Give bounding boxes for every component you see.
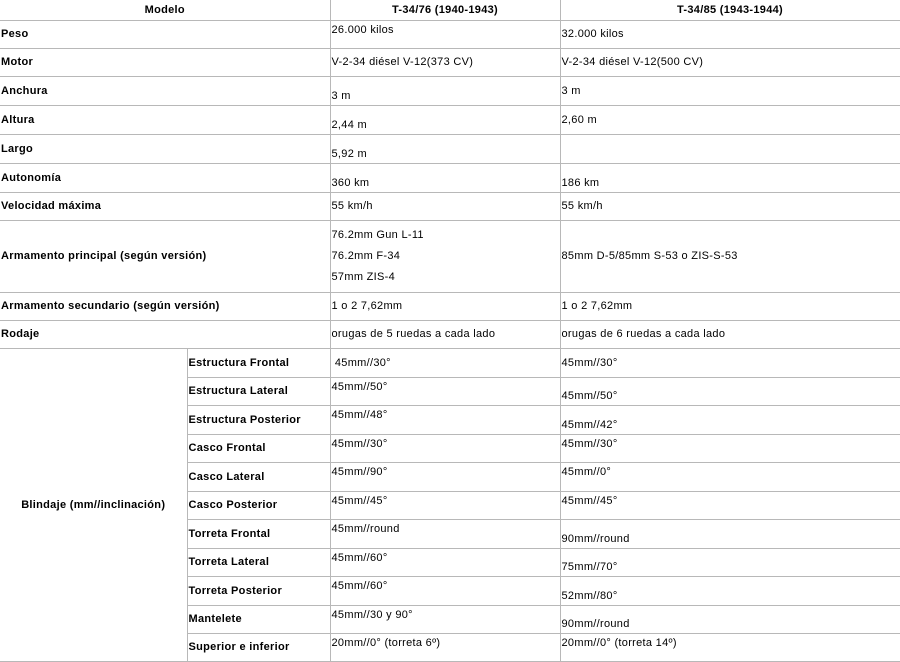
header-row [0, 0, 900, 20]
t76-rodaje: orugas de 5 ruedas a cada lado [330, 320, 560, 348]
armor-t85: 90mm//round [560, 519, 900, 548]
armor-t76: 45mm//60° [330, 548, 560, 576]
armor-t85: 45mm//50° [560, 377, 900, 405]
header-t34-85: T-34/85 (1943-1944) [560, 0, 900, 20]
t76-arma-3: 57mm ZIS-4 [331, 270, 396, 283]
armor-row [0, 348, 900, 377]
armor-t76: 45mm//50° [330, 377, 560, 405]
label-largo: Largo [0, 134, 330, 163]
armor-t76: 45mm//90° [330, 462, 560, 491]
t76-armamento-secundario: 1 o 2 7,62mm [330, 292, 560, 320]
armor-part: Mantelete [187, 605, 330, 633]
armor-t76: 45mm//48° [330, 405, 560, 434]
label-armamento-secundario: Armamento secundario (según versión) [0, 292, 330, 320]
label-autonomia: Autonomía [0, 163, 330, 192]
t85-armamento-secundario: 1 o 2 7,62mm [560, 292, 900, 320]
armor-t76: 45mm//60° [330, 576, 560, 605]
row-armamento-principal [0, 220, 900, 292]
armor-part: Casco Lateral [187, 462, 330, 491]
label-altura: Altura [0, 105, 330, 134]
t76-altura: 2,44 m [330, 105, 560, 134]
armor-t85: 45mm//30° [560, 348, 900, 377]
label-blindaje: Blindaje (mm//inclinación) [0, 348, 187, 661]
header-t34-76: T-34/76 (1940-1943) [330, 0, 560, 20]
armor-t85: 45mm//0° [560, 462, 900, 491]
armor-t76: 45mm//round [330, 519, 560, 548]
t76-motor: V-2-34 diésel V-12(373 CV) [330, 48, 560, 76]
armor-t76: 20mm//0° (torreta 6º) [330, 633, 560, 661]
t85-motor: V-2-34 diésel V-12(500 CV) [560, 48, 900, 76]
t85-altura: 2,60 m [560, 105, 900, 134]
t76-anchura: 3 m [330, 76, 560, 105]
row-armamento-secundario [0, 292, 900, 320]
armor-part: Torreta Lateral [187, 548, 330, 576]
armor-part: Casco Frontal [187, 434, 330, 462]
row-largo [0, 134, 900, 163]
armor-part: Casco Posterior [187, 491, 330, 519]
armor-t85: 20mm//0° (torreta 14º) [560, 633, 900, 661]
armor-part: Estructura Frontal [187, 348, 330, 377]
armor-part: Torreta Posterior [187, 576, 330, 605]
t85-largo [560, 134, 900, 163]
t76-autonomia: 360 km [330, 163, 560, 192]
label-anchura: Anchura [0, 76, 330, 105]
armor-part: Estructura Lateral [187, 377, 330, 405]
label-velocidad: Velocidad máxima [0, 192, 330, 220]
label-motor: Motor [0, 48, 330, 76]
row-altura [0, 105, 900, 134]
t85-rodaje: orugas de 6 ruedas a cada lado [560, 320, 900, 348]
t85-anchura: 3 m [560, 76, 900, 105]
t76-velocidad: 55 km/h [330, 192, 560, 220]
armor-t85: 75mm//70° [560, 548, 900, 576]
row-anchura [0, 76, 900, 105]
armor-t76: 45mm//30° [330, 434, 560, 462]
row-motor [0, 48, 900, 76]
t85-autonomia: 186 km [560, 163, 900, 192]
label-armamento-principal: Armamento principal (según versión) [0, 220, 330, 292]
t76-peso: 26.000 kilos [330, 20, 560, 48]
t76-arma-2: 76.2mm F-34 [331, 249, 401, 262]
t76-largo: 5,92 m [330, 134, 560, 163]
armor-t76: 45mm//30° [330, 348, 560, 377]
row-autonomia [0, 163, 900, 192]
armor-t85: 45mm//42° [560, 405, 900, 434]
armor-t76: 45mm//30 y 90° [330, 605, 560, 633]
t85-peso: 32.000 kilos [560, 20, 900, 48]
t76-armamento-principal [330, 220, 560, 292]
row-peso [0, 20, 900, 48]
row-velocidad [0, 192, 900, 220]
armor-part: Torreta Frontal [187, 519, 330, 548]
armor-t76: 45mm//45° [330, 491, 560, 519]
t85-velocidad: 55 km/h [560, 192, 900, 220]
armor-t85: 45mm//30° [560, 434, 900, 462]
armor-t85: 52mm//80° [560, 576, 900, 605]
armor-t85: 90mm//round [560, 605, 900, 633]
t76-arma-1: 76.2mm Gun L-11 [331, 228, 424, 241]
header-modelo: Modelo [0, 0, 330, 20]
armor-part: Superior e inferior [187, 633, 330, 661]
label-peso: Peso [0, 20, 330, 48]
armor-part: Estructura Posterior [187, 405, 330, 434]
armor-t85: 45mm//45° [560, 491, 900, 519]
row-rodaje [0, 320, 900, 348]
t85-armamento-principal: 85mm D-5/85mm S-53 o ZIS-S-53 [560, 220, 900, 292]
label-rodaje: Rodaje [0, 320, 330, 348]
